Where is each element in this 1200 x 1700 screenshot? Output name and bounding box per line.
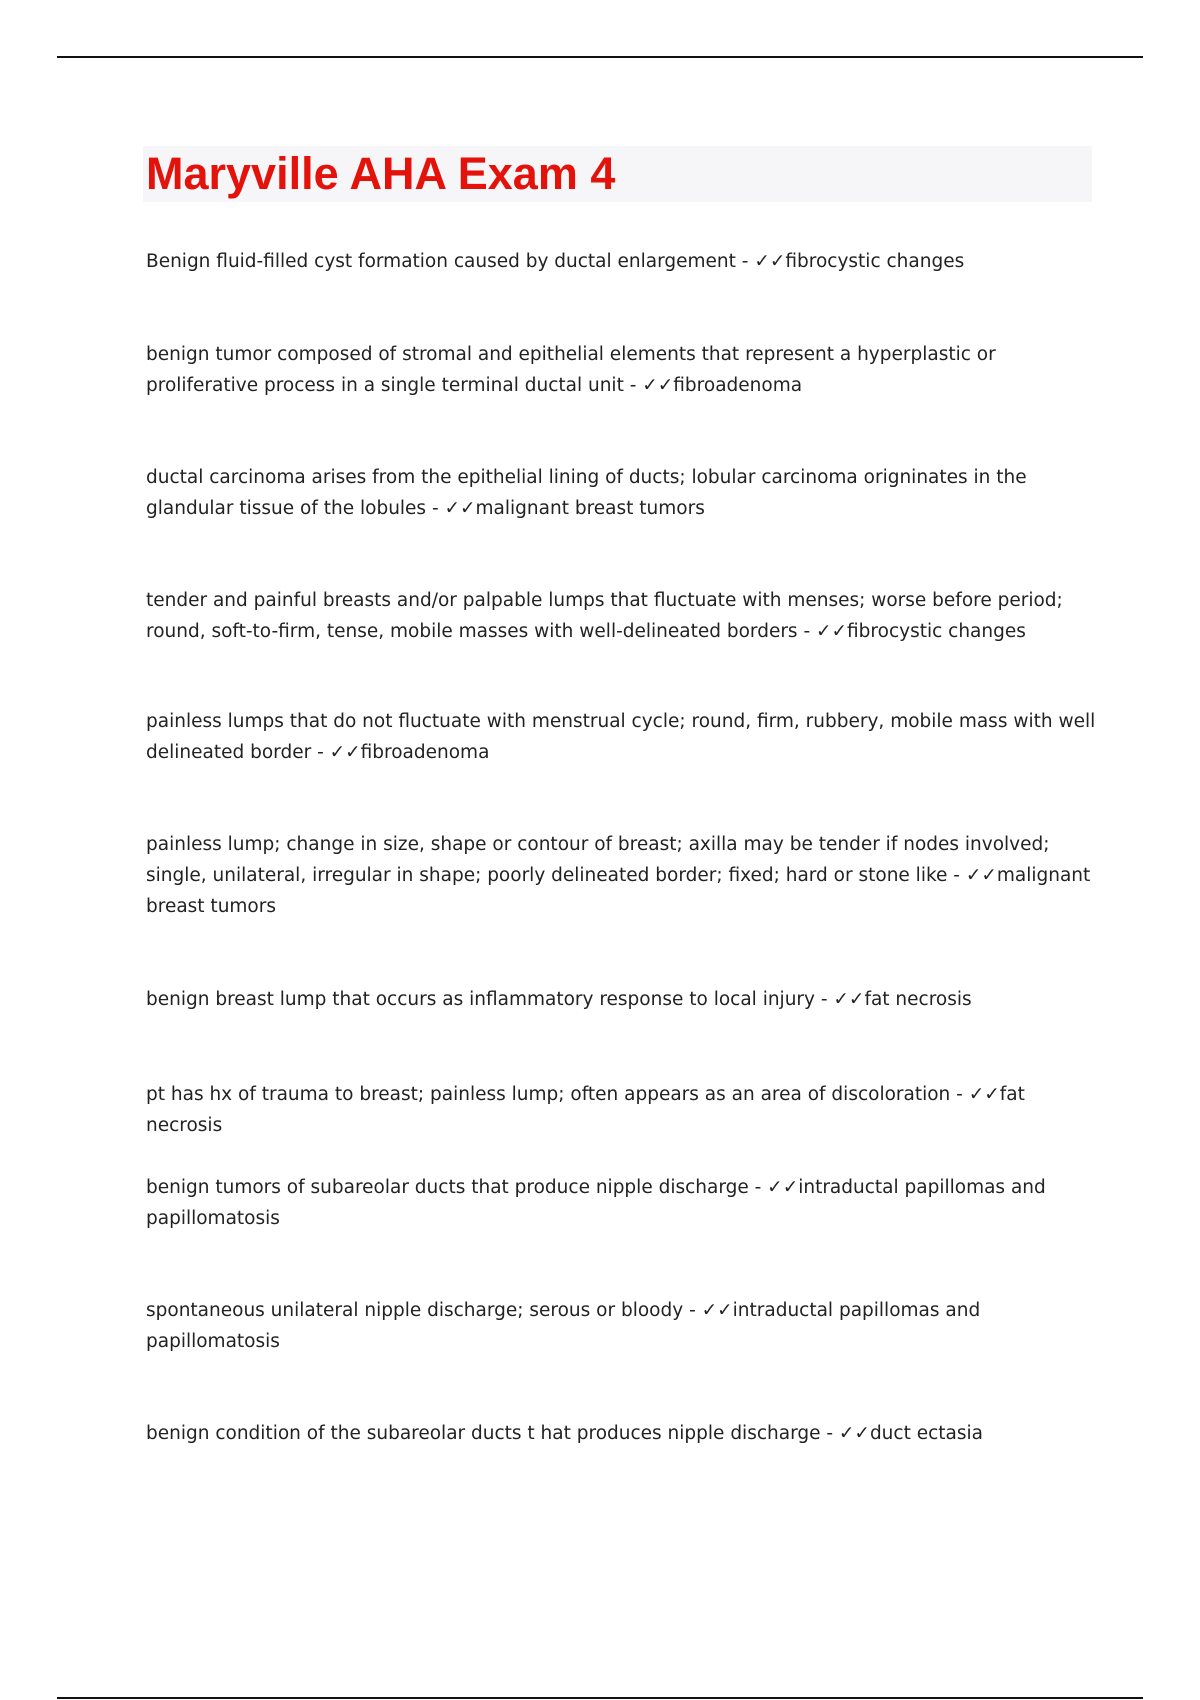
answer-separator: - ✓✓	[820, 1423, 870, 1444]
question-text: pt has hx of trauma to breast; painless lump; often appears as an area of discoloration	[146, 1084, 951, 1105]
question-text: painless lump; change in size, shape or contour of breast; axilla may be tender if nodes involved; single, unilateral, irregular in shape; poorly delineated border; fixed; hard or stone like	[146, 834, 1050, 886]
answer-separator: - ✓✓	[426, 498, 476, 519]
answer-separator: - ✓✓	[748, 1177, 799, 1198]
answer-text: fibrocystic changes	[785, 251, 965, 272]
answer-separator: - ✓✓	[683, 1300, 733, 1321]
answer-separator: - ✓✓	[797, 621, 848, 642]
qa-item	[146, 1172, 1096, 1234]
question-text: benign breast lump that occurs as inflammatory response to local injury	[146, 989, 815, 1010]
qa-item	[146, 339, 1096, 401]
qa-item	[146, 1418, 1096, 1449]
answer-text: malignant breast tumors	[475, 498, 705, 519]
answer-text: duct ectasia	[869, 1423, 983, 1444]
question-text: painless lumps that do not fluctuate with menstrual cycle; round, firm, rubbery, mobile mass with well delineated border	[146, 711, 1096, 763]
top-rule	[57, 56, 1143, 58]
answer-text: malignant breast tumors	[146, 865, 1097, 917]
answer-text: fibrocystic changes	[847, 621, 1026, 642]
question-text: benign tumor composed of stromal and epithelial elements that represent a hyperplastic or proliferative process in a single terminal ductal unit	[146, 344, 996, 396]
answer-text: fat necrosis	[864, 989, 972, 1010]
qa-item	[146, 829, 1096, 922]
qa-item	[146, 1295, 1096, 1357]
qa-item	[146, 585, 1096, 647]
answer-text: fibroadenoma	[673, 375, 803, 396]
question-text: tender and painful breasts and/or palpable lumps that fluctuate with menses; worse before period; round, soft-to-firm, tense, mobile masses with well-delineated borders	[146, 590, 1063, 642]
answer-separator: - ✓✓	[947, 865, 997, 886]
qa-item	[146, 246, 1096, 277]
page-title: Maryville AHA Exam 4	[146, 148, 616, 199]
answer-text: fat necrosis	[146, 1084, 1031, 1136]
answer-separator: - ✓✓	[623, 375, 674, 396]
question-text: benign tumors of subareolar ducts that produce nipple discharge	[146, 1177, 749, 1198]
answer-text: fibroadenoma	[360, 742, 490, 763]
qa-item	[146, 462, 1096, 524]
qa-item	[146, 1079, 1096, 1141]
question-text: Benign fluid-filled cyst formation caused by ductal enlargement	[146, 251, 736, 272]
qa-item	[146, 706, 1096, 768]
question-text: spontaneous unilateral nipple discharge; serous or bloody	[146, 1300, 684, 1321]
answer-separator: - ✓✓	[814, 989, 865, 1010]
bottom-rule	[57, 1697, 1143, 1699]
answer-separator: - ✓✓	[950, 1084, 1000, 1105]
answer-text: intraductal papillomas and papillomatosis	[146, 1300, 987, 1352]
qa-item	[146, 984, 1096, 1015]
answer-separator: - ✓✓	[311, 742, 361, 763]
answer-text: intraductal papillomas and papillomatosis	[146, 1177, 1052, 1229]
answer-separator: - ✓✓	[735, 251, 786, 272]
question-text: benign condition of the subareolar ducts t hat produces nipple discharge	[146, 1423, 821, 1444]
question-text: ductal carcinoma arises from the epithelial lining of ducts; lobular carcinoma origninates in the glandular tissue of the lobules	[146, 467, 1027, 519]
